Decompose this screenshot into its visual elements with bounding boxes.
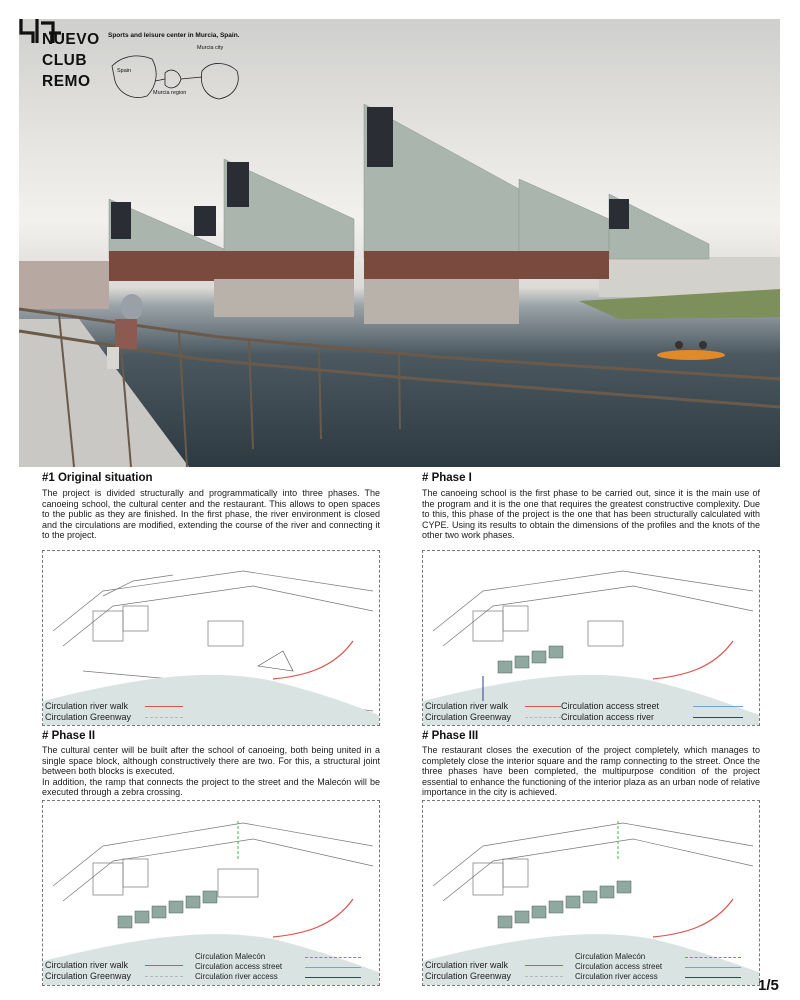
legend-item: Circulation access street	[575, 962, 757, 973]
legend-item: Circulation Greenway	[425, 971, 575, 982]
legend-item: Circulation river access	[575, 972, 757, 983]
map-label-spain: Spain	[117, 68, 132, 74]
section-body-phase3: The restaurant closes the execution of the project completely, which manages to completely close the interior square and the ramp connecting to the street. Once the three phases have been completed, the multipurpose condition of the project essential to enhance the functioning of the interior plaza as an urban node of relative importance in the city is achieved.	[422, 745, 760, 798]
section-title-phase2: # Phase II	[42, 730, 96, 742]
legend-item: Circulation river access	[195, 972, 377, 983]
location-title: Sports and leisure center in Murcia, Spain.	[108, 32, 240, 39]
legend-item: Circulation Malecón	[575, 952, 757, 963]
location-maps	[107, 41, 247, 111]
legend-item: Circulation river walk	[425, 701, 575, 712]
map-label-murcia-city: Murcia city	[197, 45, 224, 51]
legend-item: Circulation river walk	[45, 701, 195, 712]
map-label-murcia-region: Murcia region	[153, 90, 187, 96]
legend-item: Circulation access street	[195, 962, 377, 973]
legend-item: Circulation Greenway	[45, 971, 195, 982]
brand-line-3: REMO	[42, 73, 91, 90]
section-body-original: The project is divided structurally and programmatically into three phases. The canoeing school, the cultural center and the restaurant. This allows to open spaces to the public as they are finished. In the first phase, the river environment is closed and the circulations are modified, extending the course of the river and connecting it to the project.	[42, 488, 380, 541]
brand-line-1: NUEVO	[42, 31, 100, 48]
page-number: 1/5	[758, 977, 779, 994]
brand-line-2: CLUB	[42, 52, 88, 69]
legend-item: Circulation river walk	[425, 960, 575, 971]
section-body-phase2: The cultural center will be built after the school of canoeing, both being united in a single space block, although constructively there are two. For this, a structural joint between both blocks is executed. In addition, the ramp that connects the project to the street and the Malecón will be executed through a zebra crossing.	[42, 745, 380, 798]
legend-item: Circulation Greenway	[45, 712, 195, 723]
hero-rendering	[19, 19, 780, 467]
legend-item: Circulation access street	[561, 701, 756, 712]
site-plan-original	[43, 551, 380, 726]
legend-item: Circulation Greenway	[425, 712, 575, 723]
diagram-phase2	[42, 800, 380, 986]
site-plan-phase1	[423, 551, 760, 726]
legend-item: Circulation river walk	[45, 960, 195, 971]
legend-item: Circulation Malecón	[195, 952, 377, 963]
diagram-original	[42, 550, 380, 726]
logo-icon	[19, 19, 63, 45]
diagram-phase1	[422, 550, 760, 726]
section-body-phase1: The canoeing school is the first phase to be carried out, since it is the main use of the program and it is the one that requires the greatest constructive complexity. Due to this, this phase of the project is the one that has been structurally calculated with CYPE. Using its results to obtain the dimensions of the profiles and the knots of the other two work phases.	[422, 488, 760, 541]
section-title-phase1: # Phase I	[422, 472, 472, 484]
legend-item: Circulation access river	[561, 712, 756, 723]
section-title-original: #1 Original situation	[42, 472, 153, 484]
section-title-phase3: # Phase III	[422, 730, 479, 742]
diagram-phase3	[422, 800, 760, 986]
